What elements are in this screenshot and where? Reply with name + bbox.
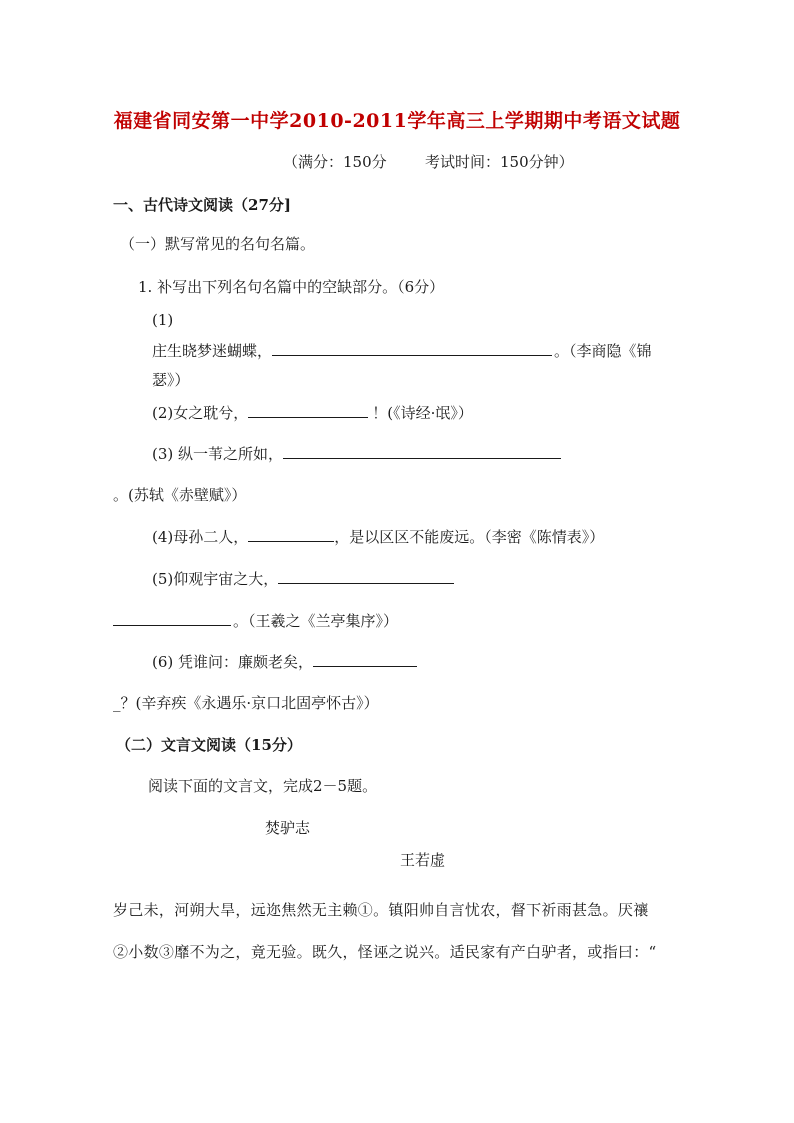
item-6-tail: _？(辛弃疾《永遇乐·京口北固亭怀古》） <box>113 694 379 712</box>
subsection-heading-dictation: （一）默写常见的名句名篇。 <box>120 235 316 253</box>
item-5-line <box>152 568 454 589</box>
item-5-line-2 <box>113 610 398 631</box>
full-score-label: （满分：150分 <box>283 153 387 171</box>
item-1-tail-continued: 瑟》） <box>152 371 190 389</box>
item-6-text: (6) 凭谁问：廉颇老矣， <box>152 653 314 671</box>
item-1-number: (1) <box>152 311 174 329</box>
item-4-text: (4)母孙二人， <box>152 528 249 546</box>
exam-time-label: 考试时间：150分钟） <box>425 153 574 171</box>
section-heading-ancient-poetry: 一、古代诗文阅读（27分] <box>113 196 291 214</box>
item-1-blank[interactable] <box>272 340 552 356</box>
item-5-blank-a[interactable] <box>278 568 454 584</box>
document-title: 福建省同安第一中学2010-2011学年高三上学期期中考语文试题 <box>113 110 681 132</box>
item-6-blank[interactable] <box>313 651 417 667</box>
item-1-line <box>152 340 652 361</box>
passage-line-1: 岁己未，河朔大旱，远迩焦然无主赖①。镇阳帅自言忧农，督下祈雨甚急。厌禳 <box>113 901 649 919</box>
item-2-text: (2)女之耽兮， <box>152 404 249 422</box>
passage-author: 王若虚 <box>400 851 446 869</box>
item-3-text: (3) 纵一苇之所如， <box>152 445 284 463</box>
item-4-tail: ，是以区区不能废远。（李密《陈情表》） <box>334 528 605 546</box>
item-2-line <box>152 402 473 423</box>
item-5-text: (5)仰观宇宙之大， <box>152 570 279 588</box>
subsection-heading-classical-reading: （二）文言文阅读（15分） <box>116 736 302 754</box>
passage-title: 焚驴志 <box>265 819 311 837</box>
item-3-blank[interactable] <box>283 443 561 459</box>
item-5-tail: 。（王羲之《兰亭集序》） <box>233 612 399 630</box>
item-4-line <box>152 526 604 547</box>
item-4-blank[interactable] <box>248 526 334 542</box>
item-5-blank-b[interactable] <box>113 610 231 626</box>
reading-instruction: 阅读下面的文言文，完成2－5题。 <box>148 777 378 795</box>
passage-line-2: ②小数③靡不为之，竟无验。既久，怪诬之说兴。适民家有产白驴者，或指曰：“ <box>113 943 657 961</box>
item-2-blank[interactable] <box>248 402 368 418</box>
item-3-line <box>152 443 561 464</box>
item-1-text: 庄生晓梦迷蝴蝶， <box>152 342 273 360</box>
item-2-tail: ！(《诗经·氓》） <box>372 404 473 422</box>
item-1-tail: 。（李商隐《锦 <box>554 342 652 360</box>
item-3-tail: 。(苏轼《赤壁赋》） <box>113 486 247 504</box>
item-6-line <box>152 651 417 672</box>
question-1-prompt: 1. 补写出下列名句名篇中的空缺部分。（6分） <box>138 278 445 296</box>
